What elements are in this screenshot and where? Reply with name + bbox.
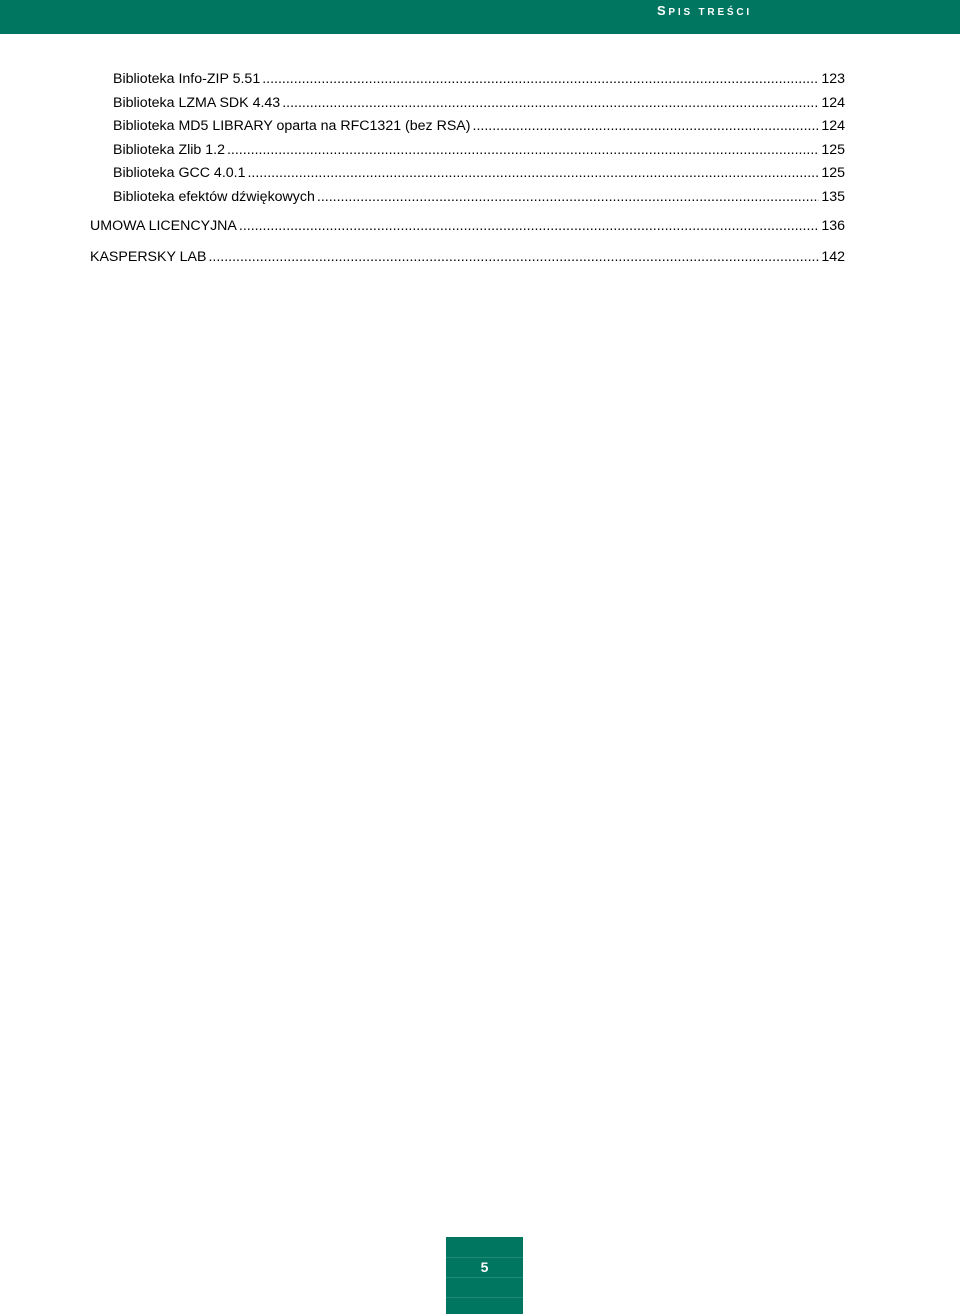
toc-entry-page: 142 [821, 249, 845, 265]
running-header-title: SPIS TREŚCI [656, 3, 752, 18]
toc-entry-title: Biblioteka GCC 4.0.1 [113, 165, 246, 181]
toc-entry-page: 125 [821, 141, 845, 158]
table-of-contents [90, 68, 845, 270]
header-band [0, 0, 960, 34]
toc-entry-title: UMOWA LICENCYJNA [90, 217, 237, 234]
toc-entry-gcc[interactable] [90, 162, 845, 186]
toc-entry-page: 125 [821, 165, 845, 181]
toc-entry-page: 135 [821, 188, 845, 205]
toc-dot-leader [282, 92, 819, 116]
page-number: 5 [480, 1259, 489, 1275]
toc-entry-page: 123 [821, 71, 845, 87]
toc-dot-leader [239, 215, 819, 239]
toc-entry-title: Biblioteka efektów dźwiękowych [113, 188, 315, 205]
toc-entry-lzma-sdk[interactable] [90, 92, 845, 116]
toc-entry-title: Biblioteka LZMA SDK 4.43 [113, 94, 281, 111]
page-number-box [446, 1237, 523, 1314]
toc-entry-page: 124 [821, 94, 845, 111]
toc-dot-leader [227, 139, 819, 163]
toc-entry-title: Biblioteka MD5 LIBRARY oparta na RFC1321 (bez RSA) [113, 118, 471, 134]
toc-dot-leader [247, 162, 819, 186]
footer-divider [446, 1297, 523, 1298]
toc-entry-title: Biblioteka Zlib 1.2 [113, 141, 225, 158]
toc-entry-page: 136 [821, 217, 845, 234]
toc-entry-info-zip[interactable] [90, 68, 845, 92]
footer-divider [446, 1277, 523, 1278]
toc-dot-leader [317, 186, 819, 210]
toc-entry-sound-effects[interactable] [90, 186, 845, 210]
toc-dot-leader [208, 246, 819, 270]
toc-entry-page: 124 [821, 118, 845, 134]
toc-dot-leader [262, 68, 819, 92]
toc-entry-kaspersky-lab[interactable] [90, 246, 845, 270]
toc-entry-license-agreement[interactable] [90, 215, 845, 239]
toc-entry-zlib[interactable] [90, 139, 845, 163]
toc-entry-title: Biblioteka Info-ZIP 5.51 [113, 71, 261, 87]
toc-entry-title: KASPERSKY LAB [90, 249, 207, 265]
toc-entry-md5-library[interactable] [90, 115, 845, 139]
toc-dot-leader [473, 115, 820, 139]
